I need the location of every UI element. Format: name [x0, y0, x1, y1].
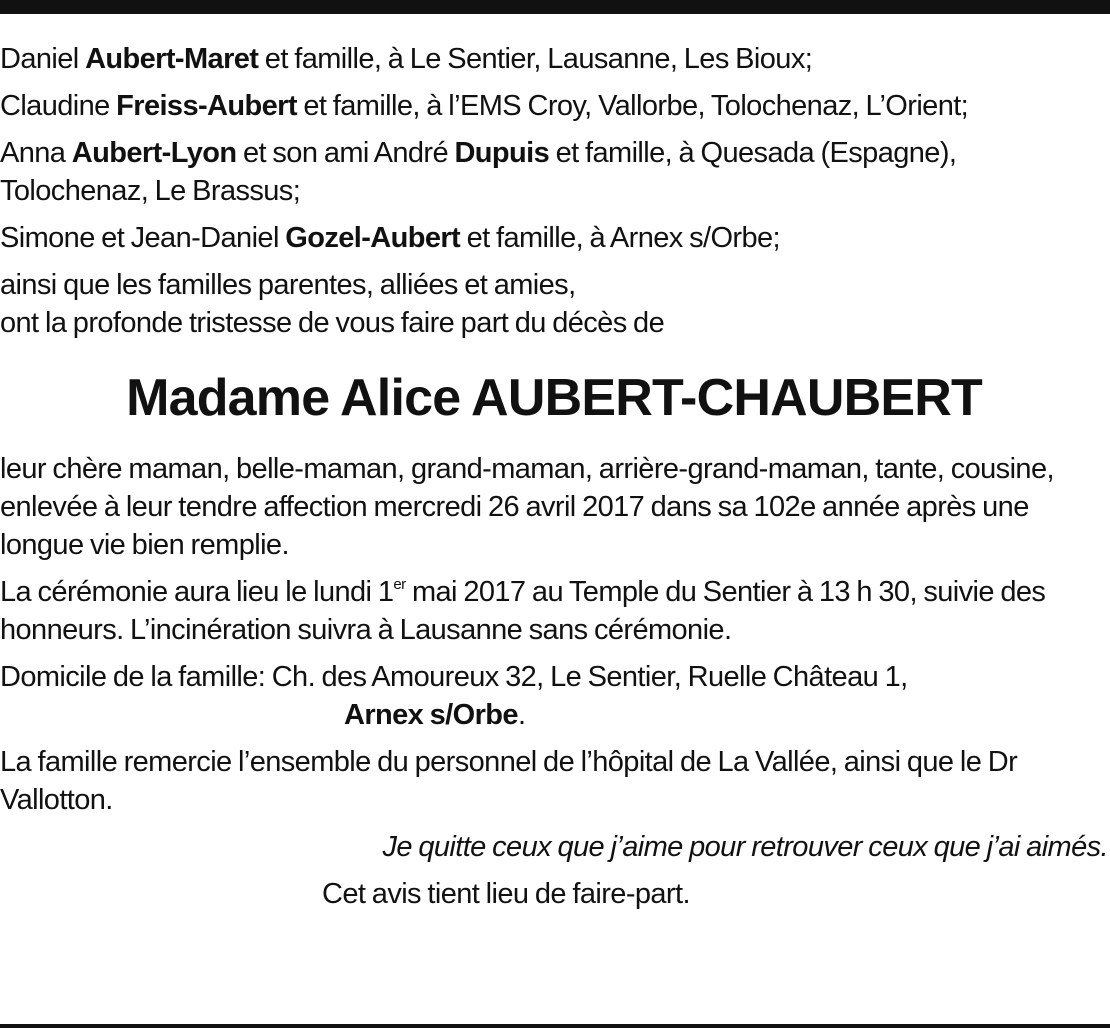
intro-line-2: ont la profonde tristesse de vous faire part du décès de: [0, 307, 665, 339]
thanks-paragraph: La famille remercie l’ensemble du personnel de l’hôpital de La Vallée, ainsi que le Dr Vallotton.: [0, 746, 1018, 816]
ceremony-paragraph: La cérémonie aura lieu le lundi 1er mai 2017 au Temple du Sentier à 13 h 30, suivie des honneurs. L’incinération suivra à Lausanne sans cérémonie.: [0, 576, 1046, 646]
top-rule: [0, 0, 1110, 14]
family-name: Dupuis: [454, 137, 550, 169]
farewell-quote: Je quitte ceux que j’aime pour retrouver ceux que j’ai aimés.: [382, 831, 1108, 863]
intro-line-1: ainsi que les familles parentes, alliées et amies,: [0, 269, 576, 301]
family-name: Aubert-Maret: [85, 43, 259, 75]
family-line-3: Anna Aubert-Lyon et son ami André Dupuis et famille, à Quesada (Espagne), Tolochenaz, Le Brassus;: [0, 137, 957, 207]
deceased-name: Madame Alice AUBERT-CHAUBERT: [126, 369, 982, 427]
ordinal-suffix: er: [393, 576, 406, 593]
family-name: Aubert-Lyon: [71, 137, 237, 169]
obituary-notice: [0, 40, 1108, 922]
closing-note: Cet avis tient lieu de faire-part.: [322, 878, 690, 910]
relations-paragraph: leur chère maman, belle-maman, grand-maman, arrière-grand-maman, tante, cousine, enlevée à leur tendre affection mercredi 26 avril 2017 dans sa 102e année après une longue vie bien remplie.: [0, 453, 1054, 561]
family-line-2: Claudine Freiss-Aubert et famille, à l’EMS Croy, Vallorbe, Tolochenaz, L’Orient;: [0, 90, 969, 122]
domicile-paragraph: Domicile de la famille: Ch. des Amoureux 32, Le Sentier, Ruelle Château 1, Arnex s/Orbe.: [0, 661, 908, 731]
domicile-town: Arnex s/Orbe: [344, 699, 518, 731]
family-line-4: Simone et Jean-Daniel Gozel-Aubert et famille, à Arnex s/Orbe;: [0, 222, 781, 254]
family-name: Freiss-Aubert: [116, 90, 297, 122]
family-name: Gozel-Aubert: [285, 222, 461, 254]
family-line-1: Daniel Aubert-Maret et famille, à Le Sentier, Lausanne, Les Bioux;: [0, 43, 813, 75]
bottom-rule: [0, 1024, 1110, 1028]
